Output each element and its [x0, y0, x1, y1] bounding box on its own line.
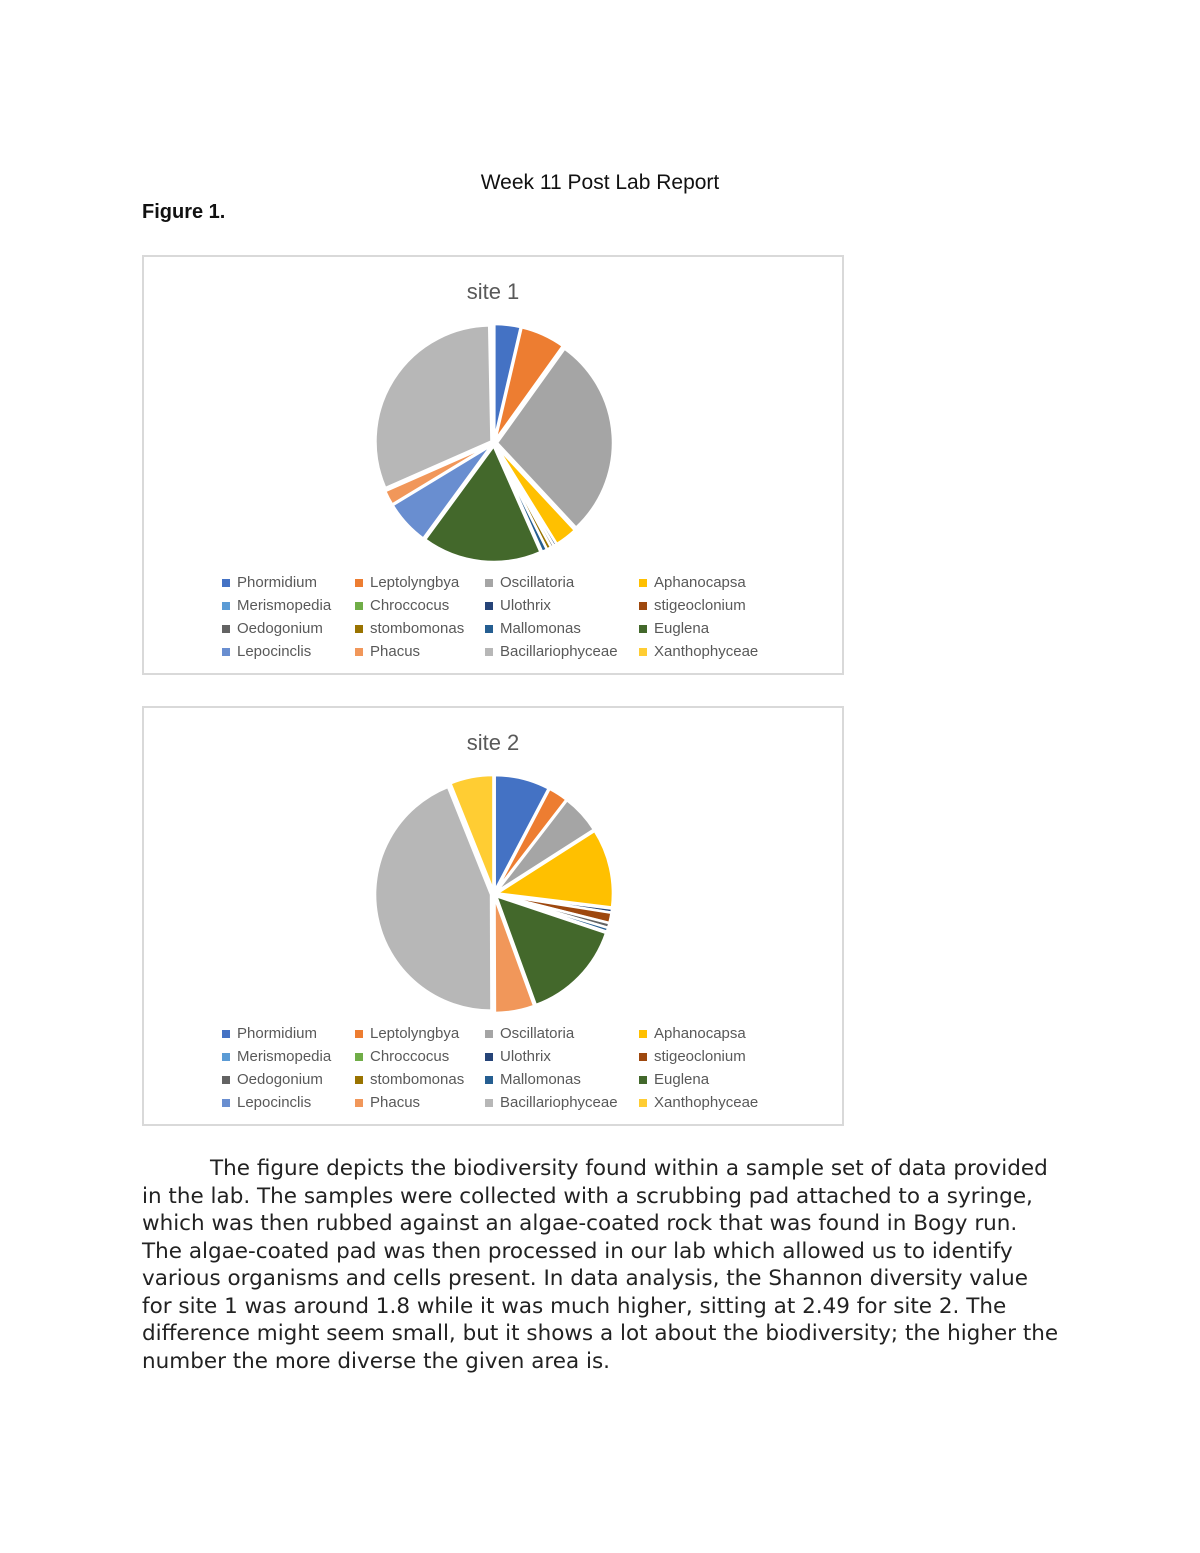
- legend-swatch: [639, 1030, 647, 1038]
- legend-swatch: [355, 602, 363, 610]
- legend-item-chroccocus: [355, 1047, 485, 1066]
- figure-label: Figure 1.: [142, 201, 226, 223]
- legend-item-stombomonas: [355, 1070, 485, 1089]
- legend-item-merismopedia: [222, 596, 355, 615]
- legend-swatch: [639, 625, 647, 633]
- legend-swatch: [222, 625, 230, 633]
- legend-label: Phormidium: [237, 574, 318, 591]
- legend-label: Merismopedia: [237, 1048, 332, 1065]
- legend-item-chroccocus: [355, 596, 485, 615]
- legend-item-euglena: [639, 619, 789, 638]
- legend-label: Aphanocapsa: [654, 574, 746, 591]
- legend-item-oedogonium: [222, 619, 355, 638]
- legend-label: Phacus: [370, 1094, 421, 1111]
- legend-item-phormidium: [222, 573, 355, 592]
- legend-item-aphanocapsa: [639, 1024, 789, 1043]
- chart-legend: [222, 1024, 822, 1112]
- legend-label: Chroccocus: [370, 1048, 450, 1065]
- legend-item-leptolyngbya: [355, 1024, 485, 1043]
- legend-swatch: [355, 579, 363, 587]
- legend-label: Mallomonas: [500, 620, 581, 637]
- legend-label: Oedogonium: [237, 1071, 323, 1088]
- legend-item-phormidium: [222, 1024, 355, 1043]
- legend-item-phacus: [355, 1093, 485, 1112]
- chart-site-1: [142, 255, 844, 675]
- legend-item-oedogonium: [222, 1070, 355, 1089]
- legend-swatch: [485, 1076, 493, 1084]
- legend-label: Euglena: [654, 620, 710, 637]
- legend-label: Lepocinclis: [237, 1094, 312, 1111]
- legend-item-phacus: [355, 642, 485, 661]
- legend-label: Ulothrix: [500, 597, 551, 614]
- legend-swatch: [222, 1053, 230, 1061]
- legend-item-oscillatoria: [485, 1024, 639, 1043]
- legend-label: Bacillariophyceae: [500, 1094, 618, 1111]
- legend-label: Phacus: [370, 643, 421, 660]
- legend-swatch: [485, 1030, 493, 1038]
- legend-label: Chroccocus: [370, 597, 450, 614]
- legend-label: Oscillatoria: [500, 574, 575, 591]
- legend-swatch: [485, 602, 493, 610]
- legend-swatch: [222, 579, 230, 587]
- legend-label: Oscillatoria: [500, 1025, 575, 1042]
- legend-item-bacillariophyceae: [485, 1093, 639, 1112]
- legend-swatch: [639, 1076, 647, 1084]
- legend-item-bacillariophyceae: [485, 642, 639, 661]
- legend-label: stigeoclonium: [654, 597, 746, 614]
- legend-swatch: [222, 648, 230, 656]
- legend-swatch: [355, 648, 363, 656]
- legend-item-euglena: [639, 1070, 789, 1089]
- legend-item-ulothrix: [485, 1047, 639, 1066]
- legend-swatch: [485, 625, 493, 633]
- chart-title: site 2: [466, 730, 520, 755]
- legend-item-xanthophyceae: [639, 642, 789, 661]
- legend-label: Mallomonas: [500, 1071, 581, 1088]
- legend-swatch: [485, 579, 493, 587]
- legend-swatch: [222, 1076, 230, 1084]
- legend-swatch: [222, 1099, 230, 1107]
- legend-item-lepocinclis: [222, 642, 355, 661]
- legend-item-stombomonas: [355, 619, 485, 638]
- legend-item-ulothrix: [485, 596, 639, 615]
- legend-label: stombomonas: [370, 620, 465, 637]
- legend-label: Leptolyngbya: [370, 1025, 460, 1042]
- legend-item-oscillatoria: [485, 573, 639, 592]
- legend-label: Leptolyngbya: [370, 574, 460, 591]
- legend-swatch: [355, 1030, 363, 1038]
- chart-legend: [222, 573, 822, 661]
- legend-swatch: [355, 1076, 363, 1084]
- legend-swatch: [639, 648, 647, 656]
- legend-swatch: [485, 1099, 493, 1107]
- legend-label: Euglena: [654, 1071, 710, 1088]
- legend-swatch: [222, 1030, 230, 1038]
- legend-item-aphanocapsa: [639, 573, 789, 592]
- chart-site-2: [142, 706, 844, 1126]
- legend-swatch: [222, 602, 230, 610]
- legend-swatch: [355, 625, 363, 633]
- legend-item-merismopedia: [222, 1047, 355, 1066]
- legend-swatch: [639, 1099, 647, 1107]
- legend-swatch: [639, 1053, 647, 1061]
- body-paragraph: The figure depicts the biodiversity found within a sample set of data provided in the lab. The samples were collected with a scrubbing pad attached to a syringe, which was then rubbed against an algae-coated rock that was found in Bogy run. The algae-coated pad was then processed in our lab which allowed us to identify various organisms and cells present. In data analysis, the Shannon diversity value for site 1 was around 1.8 while it was much higher, sitting at 2.49 for site 2. The difference might seem small, but it shows a lot about the biodiversity; the higher the number the more diverse the given area is.: [142, 1156, 1059, 1374]
- legend-item-stigeoclonium: [639, 596, 789, 615]
- legend-label: Xanthophyceae: [654, 643, 759, 660]
- legend-swatch: [485, 648, 493, 656]
- legend-label: Phormidium: [237, 1025, 318, 1042]
- legend-swatch: [485, 1053, 493, 1061]
- legend-label: Xanthophyceae: [654, 1094, 759, 1111]
- legend-label: stombomonas: [370, 1071, 465, 1088]
- legend-swatch: [355, 1099, 363, 1107]
- legend-swatch: [639, 602, 647, 610]
- document-title: Week 11 Post Lab Report: [480, 171, 720, 194]
- chart-title: site 1: [466, 279, 520, 304]
- legend-item-lepocinclis: [222, 1093, 355, 1112]
- legend-swatch: [639, 579, 647, 587]
- legend-item-stigeoclonium: [639, 1047, 789, 1066]
- legend-swatch: [355, 1053, 363, 1061]
- legend-item-mallomonas: [485, 619, 639, 638]
- legend-item-leptolyngbya: [355, 573, 485, 592]
- legend-label: Oedogonium: [237, 620, 323, 637]
- legend-label: Ulothrix: [500, 1048, 551, 1065]
- legend-label: Aphanocapsa: [654, 1025, 746, 1042]
- legend-label: Bacillariophyceae: [500, 643, 618, 660]
- legend-label: Merismopedia: [237, 597, 332, 614]
- legend-label: Lepocinclis: [237, 643, 312, 660]
- legend-item-xanthophyceae: [639, 1093, 789, 1112]
- legend-label: stigeoclonium: [654, 1048, 746, 1065]
- legend-item-mallomonas: [485, 1070, 639, 1089]
